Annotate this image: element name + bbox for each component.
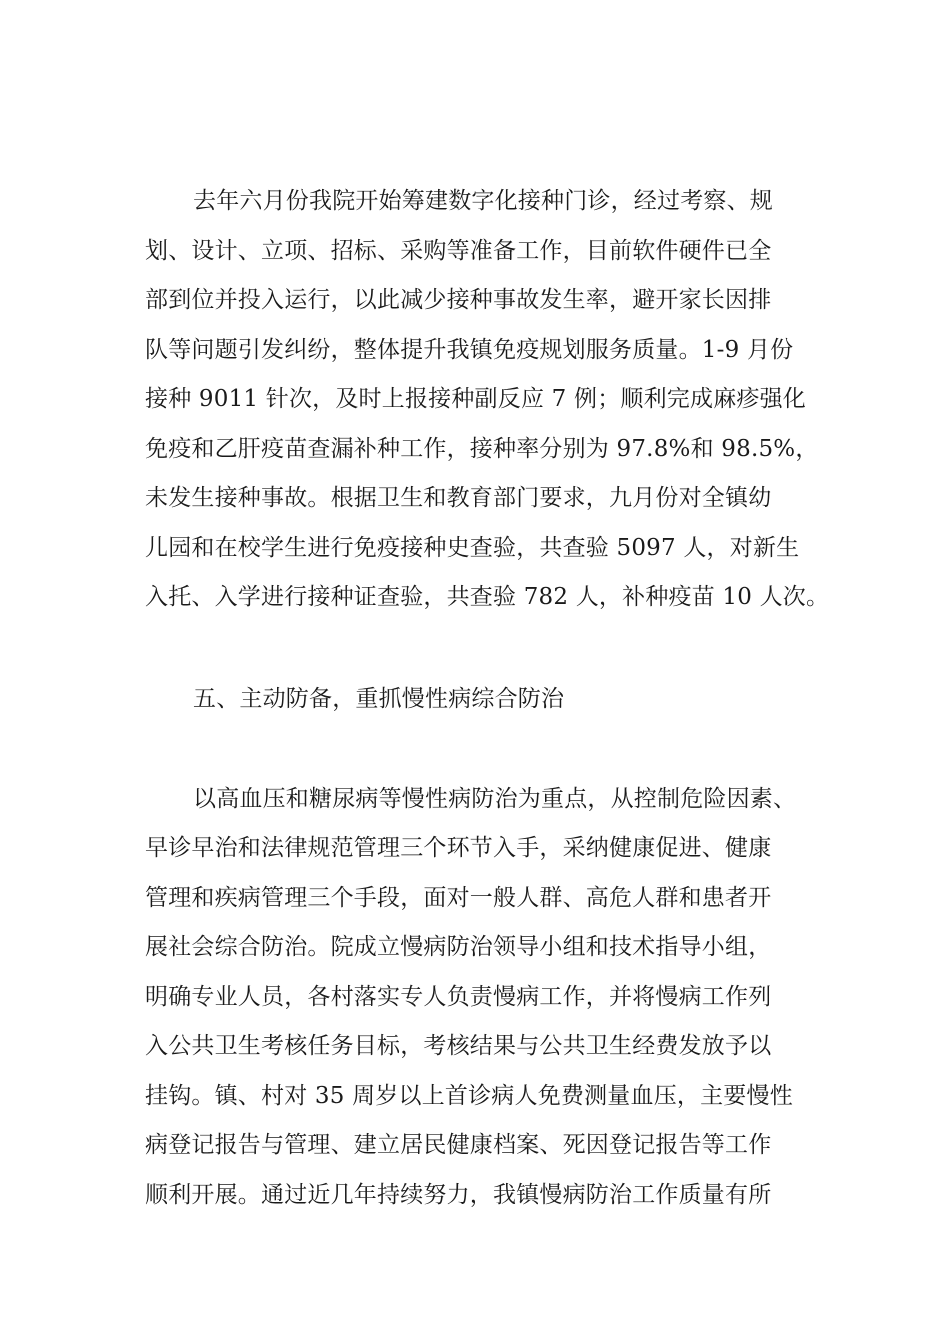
- paragraph-2-line-3: 管理和疾病管理三个手段，面对一般人群、高危人群和患者开: [145, 885, 772, 911]
- paragraph-1-line-6: 免疫和乙肝疫苗查漏补种工作，接种率分别为 97.8%和 98.5%，: [145, 436, 819, 462]
- section-heading: 五、主动防备，重抓慢性病综合防治: [193, 686, 565, 712]
- paragraph-2-line-4: 展社会综合防治。院成立慢病防治领导小组和技术指导小组，: [145, 934, 772, 960]
- paragraph-1-line-3: 部到位并投入运行，以此减少接种事故发生率，避开家长因排: [145, 287, 772, 313]
- paragraph-2-line-9: 顺利开展。通过近几年持续努力，我镇慢病防治工作质量有所: [145, 1182, 772, 1208]
- paragraph-2-line-7: 挂钩。镇、村对 35 周岁以上首诊病人免费测量血压，主要慢性: [145, 1083, 793, 1109]
- paragraph-1-line-7: 未发生接种事故。根据卫生和教育部门要求，九月份对全镇幼: [145, 485, 772, 511]
- paragraph-2-line-8: 病登记报告与管理、建立居民健康档案、死因登记报告等工作: [145, 1132, 772, 1158]
- paragraph-1-line-2: 划、设计、立项、招标、采购等准备工作，目前软件硬件已全: [145, 238, 772, 264]
- paragraph-2-line-2: 早诊早治和法律规范管理三个环节入手，采纳健康促进、健康: [145, 835, 772, 861]
- paragraph-1-line-5: 接种 9011 针次，及时上报接种副反应 7 例；顺利完成麻疹强化: [145, 386, 807, 412]
- paragraph-1-line-1: 去年六月份我院开始筹建数字化接种门诊，经过考察、规: [193, 188, 773, 214]
- paragraph-1-line-4: 队等问题引发纠纷，整体提升我镇免疫规划服务质量。1-9 月份: [145, 337, 794, 363]
- paragraph-1-line-9: 入托、入学进行接种证查验，共查验 782 人，补种疫苗 10 人次。: [145, 584, 830, 610]
- paragraph-2-line-1: 以高血压和糖尿病等慢性病防治为重点，从控制危险因素、: [193, 786, 797, 812]
- paragraph-2-line-6: 入公共卫生考核任务目标，考核结果与公共卫生经费发放予以: [145, 1033, 772, 1059]
- paragraph-1-line-8: 儿园和在校学生进行免疫接种史查验，共查验 5097 人，对新生: [145, 535, 800, 561]
- paragraph-2-line-5: 明确专业人员，各村落实专人负责慢病工作，并将慢病工作列: [145, 984, 772, 1010]
